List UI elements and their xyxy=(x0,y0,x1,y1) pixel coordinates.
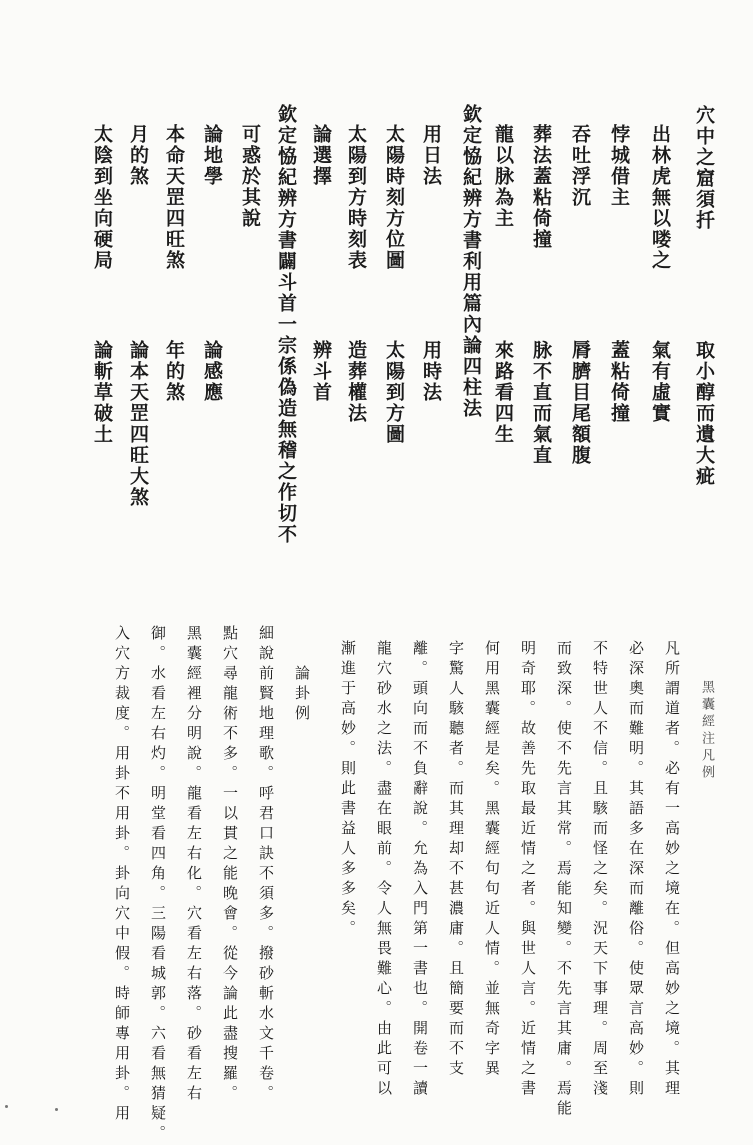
toc-entry: 出林虎無以喽之 xyxy=(649,124,671,271)
toc-entry: 論地學 xyxy=(201,124,223,187)
toc-entry: 造葬權法 xyxy=(345,340,367,424)
text-column: 明奇耶。故善先取最近情之者。與世人言。近情之書 xyxy=(519,640,537,1100)
toc-entry: 論選擇 xyxy=(310,124,332,187)
text-column: 何用黑囊經是矣。黑囊經句句近人情。並無奇字異 xyxy=(483,640,501,1080)
toc-entry: 取小醇而遺大疵 xyxy=(693,340,715,487)
toc-entry: 論斬草破土 xyxy=(91,340,113,445)
text-column: 黑囊經裡分明說。龍看左右化。穴看左右落。砂看左右 xyxy=(185,625,203,1105)
toc-entry: 太陽時刻方位圖 xyxy=(383,124,405,271)
toc-entry: 論感應 xyxy=(201,340,223,403)
toc-entry: 葬法蓋粘倚撞 xyxy=(530,124,552,250)
toc-entry: 來路看四生 xyxy=(492,340,514,445)
text-column: 細說前賢地理歌。呼君口訣不須多。撥砂斬水文千卷。 xyxy=(257,625,275,1105)
text-column: 點穴尋龍術不多。一以貫之能晚會。從今論此盡搜羅。 xyxy=(221,625,239,1105)
toc-entry: 欽定恊紀辨方書闢斗首一宗係偽造無稽之作切不 xyxy=(275,104,297,545)
text-column: 入穴方裁度。用卦不用卦。卦向穴中假。時師專用卦。用 xyxy=(113,625,131,1125)
text-column: 龍穴砂水之法。盡在眼前。令人無畏難心。由此可以 xyxy=(375,640,393,1100)
section-heading: 黑囊經注凡例 xyxy=(699,680,714,782)
toc-entry: 悖城借主 xyxy=(608,124,630,208)
toc-entry: 脉不直而氣直 xyxy=(530,340,552,466)
toc-entry: 龍以脉為主 xyxy=(492,124,514,229)
toc-entry: 論本天罡四旺大煞 xyxy=(127,340,149,508)
toc-entry: 可惑於其說 xyxy=(239,124,261,229)
toc-entry: 太陽到方圖 xyxy=(383,340,405,445)
toc-entry: 吞吐浮沉 xyxy=(569,124,591,208)
text-column: 離。頭向而不負辭說。允為入門第一書也。開卷一讀 xyxy=(411,640,429,1100)
text-column: 而致深。使不先言其常。焉能知變。不先言其庸。焉能 xyxy=(555,640,573,1120)
text-column: 字驚人駭聽者。而其理却不甚濃庸。且簡要而不支 xyxy=(447,640,465,1080)
toc-entry: 穴中之窟須扦 xyxy=(693,105,715,231)
toc-entry: 太陰到坐向硬局 xyxy=(91,124,113,271)
toc-entry: 脣臍目尾額腹 xyxy=(569,340,591,466)
toc-entry: 本命天罡四旺煞 xyxy=(163,124,185,271)
toc-entry: 蓋粘倚撞 xyxy=(608,340,630,424)
text-column: 不特世人不信。且駭而怪之矣。況天下事理。周至淺 xyxy=(591,640,609,1100)
toc-entry: 用時法 xyxy=(420,340,442,403)
text-column: 必深奧而難明。其語多在深而離俗。使眾言高妙。則 xyxy=(627,640,645,1100)
toc-entry: 氣有虛實 xyxy=(649,340,671,424)
scan-speck xyxy=(55,1108,58,1111)
toc-entry: 用日法 xyxy=(420,124,442,187)
section-heading: 論卦例 xyxy=(293,665,311,725)
text-column: 漸進于高妙。則此書益人多多矣。 xyxy=(339,640,357,940)
text-column: 御。水看左右灼。明堂看四角。三陽看城郭。六看無猜疑。 xyxy=(149,625,167,1145)
toc-entry: 年的煞 xyxy=(163,340,185,403)
scan-speck xyxy=(5,1105,8,1108)
toc-entry: 辨斗首 xyxy=(310,340,332,403)
toc-entry: 太陽到方時刻表 xyxy=(345,124,367,271)
toc-entry: 欽定恊紀辨方書利用篇內論四柱法 xyxy=(460,104,482,419)
toc-entry: 月的煞 xyxy=(127,124,149,187)
text-column: 凡所謂道者。必有一高妙之境在。但高妙之境。其理 xyxy=(663,640,681,1100)
